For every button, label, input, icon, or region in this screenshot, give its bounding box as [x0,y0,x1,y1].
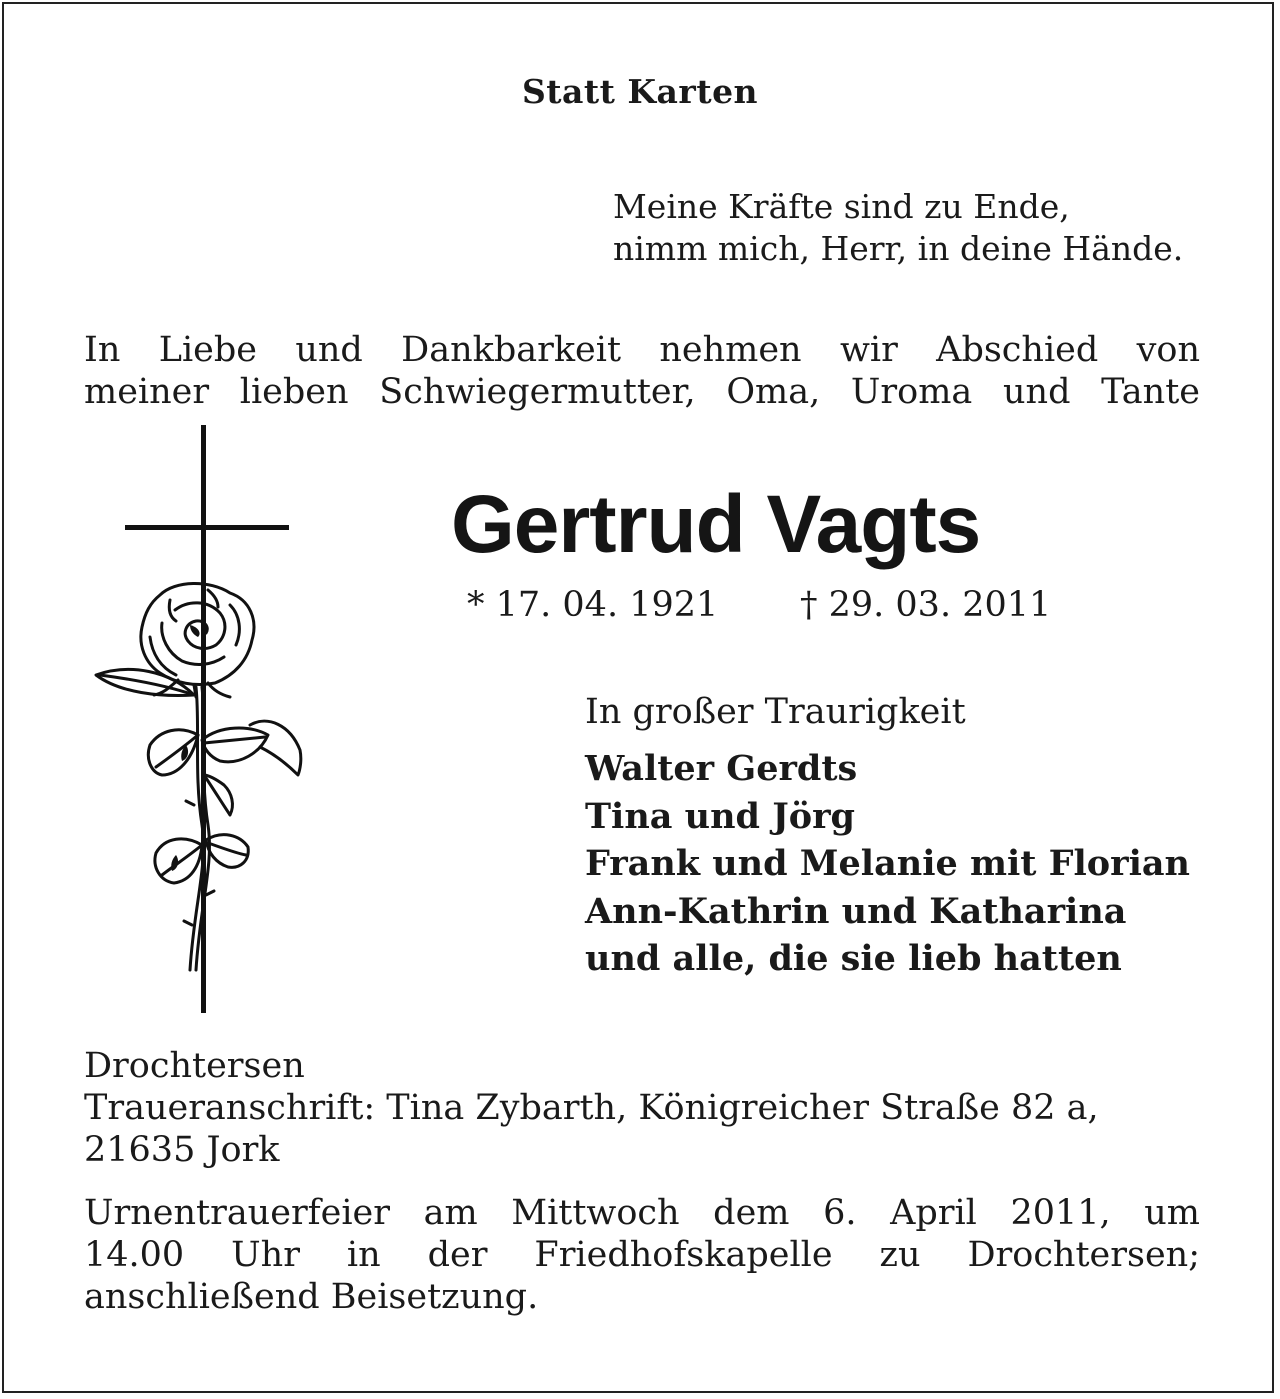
ceremony-line-3: anschließend Beisetzung. [84,1277,539,1317]
mourner-name: Walter Gerdts [585,748,858,789]
mourner-name: Tina und Jörg [585,795,856,837]
death-date: † 29. 03. 2011 [800,585,1052,625]
intro-line-2: meiner lieben Schwiegermutter, Oma, Uroma und Tante [84,372,1200,412]
deceased-name: Gertrud Vagts [451,479,981,570]
ceremony-line-2: 14.00 Uhr in der Friedhofskapelle zu Drochtersen; [84,1235,1200,1275]
ceremony-text [84,1192,1200,1318]
mourning-address-line-1: Traueranschrift: Tina Zybarth, Königreicher Straße 82 a, [84,1088,1099,1128]
verse [613,186,1183,270]
mourner-name: Ann-Kathrin und Katharina [585,890,1127,932]
verse-line-1: Meine Kräfte sind zu Ende, [613,187,1070,226]
cross-horizontal-beam [125,525,289,530]
place-name: Drochtersen [84,1046,305,1086]
notice-header: Statt Karten [521,72,759,111]
mourners-list [585,745,1190,983]
mourner-name: Frank und Melanie mit Florian [585,843,1190,884]
birth-date: * 17. 04. 1921 [467,585,719,625]
verse-line-2: nimm mich, Herr, in deine Hände. [613,229,1184,268]
mourning-address-line-2: 21635 Jork [84,1130,280,1170]
intro-text [84,329,1200,413]
mourning-intro: In großer Traurigkeit [585,692,966,732]
ceremony-line-1: Urnentrauerfeier am Mittwoch dem 6. April 2011, um [84,1193,1200,1233]
rose-icon [90,575,305,975]
mourner-name: und alle, die sie lieb hatten [585,938,1122,979]
address-block [84,1045,1200,1171]
intro-line-1: In Liebe und Dankbarkeit nehmen wir Abschied von [84,330,1200,370]
